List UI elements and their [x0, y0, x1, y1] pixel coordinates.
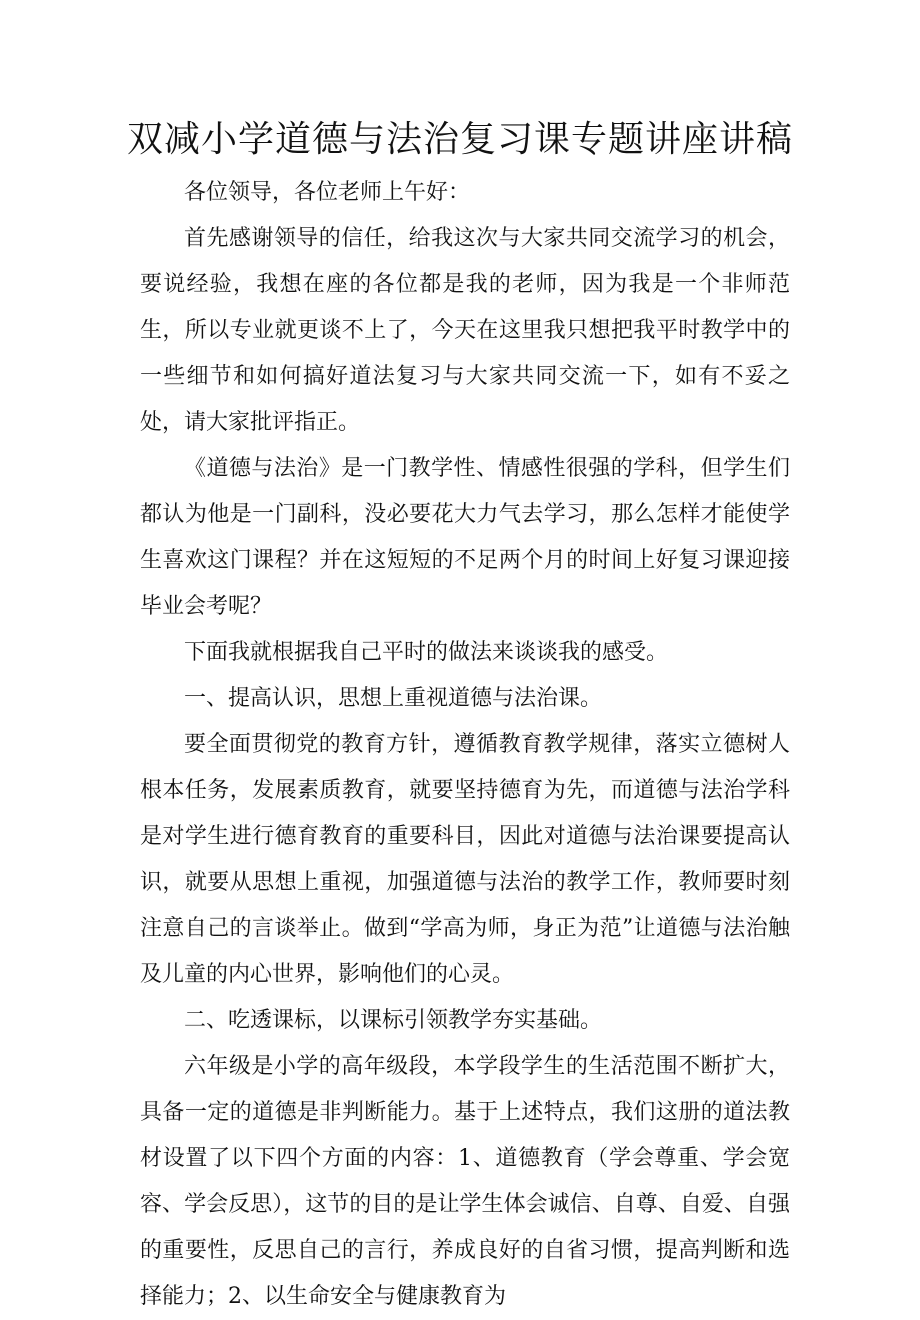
section-heading-1: 一、提高认识，思想上重视道德与法治课。: [184, 686, 603, 711]
document-title: 双减小学道德与法治复习课专题讲座讲稿: [126, 119, 793, 160]
paragraph-greeting: 各位领导，各位老师上午好：: [184, 180, 471, 205]
section-heading-2: 二、吃透课标，以课标引领教学夯实基础。: [184, 1008, 603, 1033]
paragraph-section-2: 六年级是小学的高年级段，本学段学生的生活范围不断扩大，具备一定的道德是非判断能力。基于上述特点，我们这册的道法教材设置了以下四个方面的内容：1、道德教育（学会尊重、学会宽容、学会反思），这节的目的是让学生体会诚信、自尊、自爱、自强的重要性，反思自己的言行，养成良好的自省习惯，提高判断和选择能力；2、以生命安全与健康教育为: [140, 1054, 790, 1309]
paragraph-section-1: 要全面贯彻党的教育方针，遵循教育教学规律，落实立德树人根本任务，发展素质教育，就要坚持德育为先，而道德与法治学科是对学生进行德育教育的重要科目，因此对道德与法治课要提高认识，就要从思想上重视，加强道德与法治的教学工作，教师要时刻注意自己的言谈举止。做到“学高为师，身正为范”让道德与法治触及儿童的内心世界，影响他们的心灵。: [140, 732, 790, 987]
paragraph-thanks: 首先感谢领导的信任，给我这次与大家共同交流学习的机会，要说经验，我想在座的各位都是我的老师，因为我是一个非师范生，所以专业就更谈不上了，今天在这里我只想把我平时教学中的一些细节和如何搞好道法复习与大家共同交流一下，如有不妥之处，请大家批评指正。: [140, 226, 790, 435]
paragraph-subject-intro: 《道德与法治》是一门教学性、情感性很强的学科，但学生们都认为他是一门副科，没必要花大力气去学习，那么怎样才能使学生喜欢这门课程？并在这短短的不足两个月的时间上好复习课迎接毕业会考呢？: [140, 456, 790, 619]
paragraph-transition: 下面我就根据我自己平时的做法来谈谈我的感受。: [184, 640, 669, 665]
document-body: [140, 170, 790, 1320]
